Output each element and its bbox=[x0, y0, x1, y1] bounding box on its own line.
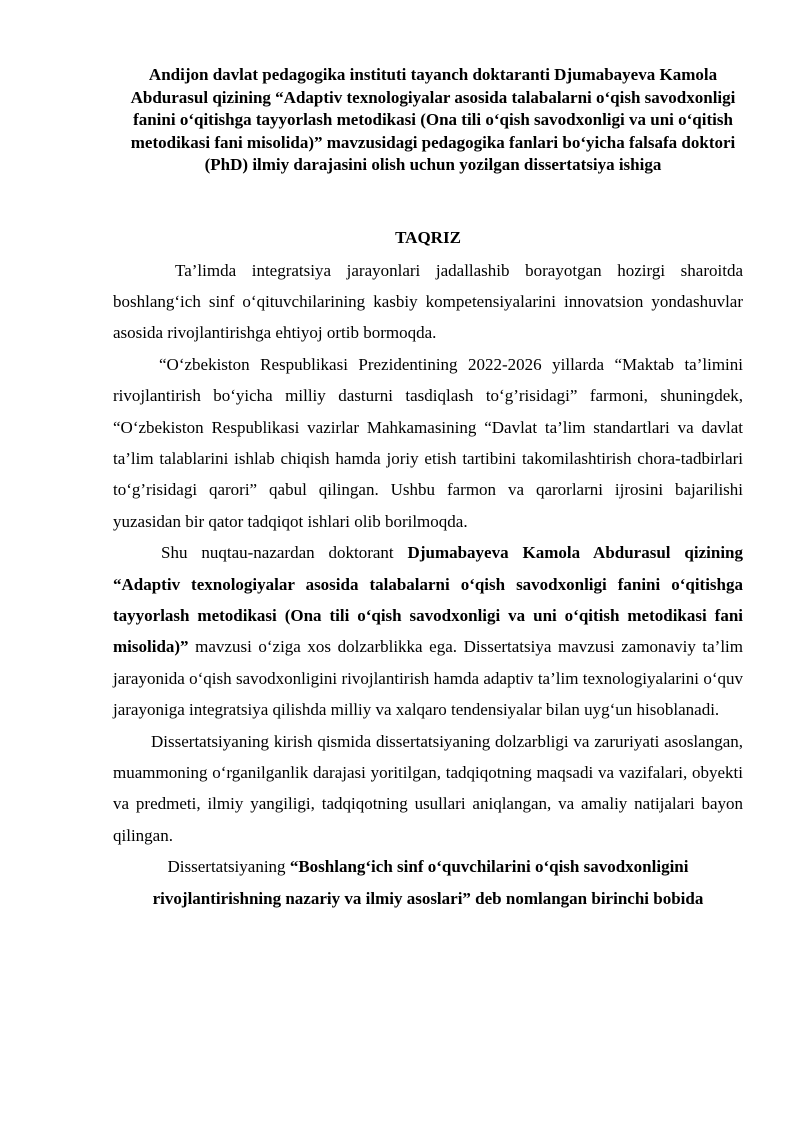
document-title: TAQRIZ bbox=[395, 227, 461, 247]
paragraph-5-intro: Dissertatsiyaning bbox=[167, 857, 290, 877]
paragraph-3-intro: Shu nuqtau-nazardan doktorant bbox=[161, 543, 408, 563]
paragraph-5 bbox=[113, 851, 743, 914]
paragraph-1: Ta’limda integratsiya jarayonlari jadallashib borayotgan hozirgi sharoitda boshlang‘ich sinf o‘qituvchilarining kasbiy kompetensiyalarini innovatsion yondashuvlar asosida rivojlantirishga ehtiyoj ortib bormoqda. bbox=[113, 260, 743, 343]
paragraph-4: Dissertatsiyaning kirish qismida dissertatsiyaning dolzarbligi va zaruriyati asoslangan, muammoning o‘rganilganlik darajasi yoritilgan, tadqiqotning maqsadi va vazifalari, obyekti va predmeti, ilmiy yangiligi, tadqiqotning usullari aniqlangan, va amaliy natijalari bayon qilingan. bbox=[113, 731, 743, 845]
paragraph-2: “O‘zbekiston Respublikasi Prezidentining 2022-2026 yillarda “Maktab ta’limini rivojlantirish bo‘yicha milliy dasturni tasdiqlash to‘g’risidagi” farmoni, shuningdek, “O‘zbekiston Respublikasi vazirlar Mahkamasining “Davlat ta’lim standartlari va davlat ta’lim talablarini ishlab chiqish hamda joriy etish tartibini takomilashtirish chora-tadbirlari to‘g’risidagi qarori” qabul qilingan. Ushbu farmon va qarorlarni ijrosini bajarilishi yuzasidan bir qator tadqiqot ishlari olib borilmoqda. bbox=[113, 354, 743, 531]
paragraph-5-chapter-title: “Boshlang‘ich sinf o‘quvchilarini o‘qish savodxonligini rivojlantirishning nazariy va ilmiy asoslari” deb nomlangan birinchi bobida bbox=[152, 857, 704, 908]
paragraph-3-dissertation-title: Djumabayeva Kamola Abdurasul qizining “Adaptiv texnologiyalar asosida talabalarni o‘qish savodxonligi fanini o‘qitishga tayyorlash metodikasi (Ona tili o‘qish savodxonligi va uni o‘qitish metodikasi fani misolida)” bbox=[113, 543, 743, 657]
paragraph-3-rest: mavzusi o‘ziga xos dolzarblikka ega. Dissertatsiya mavzusi zamonaviy ta’lim jarayonida o‘qish savodxonligini rivojlantirish hamda adaptiv ta’lim texnologiyalarini o‘quv jarayoniga integratsiya qilishda milliy va xalqaro tendensiyalar bilan uyg‘un hisoblanadi. bbox=[113, 637, 743, 720]
document-header: Andijon davlat pedagogika instituti tayanch doktaranti Djumabayeva Kamola Abdurasul qizining “Adaptiv texnologiyalar asosida talabalarni o‘qish savodxonligi fanini o‘qitishga tayyorlash metodikasi (Ona tili o‘qish savodxonligi va uni o‘qitish metodikasi fani misolida)” mavzusidagi pedagogika fanlari bo‘yicha falsafa doktori (PhD) ilmiy darajasini olish uchun yozilgan dissertatsiya ishiga bbox=[130, 65, 736, 174]
paragraph-3 bbox=[113, 537, 743, 725]
